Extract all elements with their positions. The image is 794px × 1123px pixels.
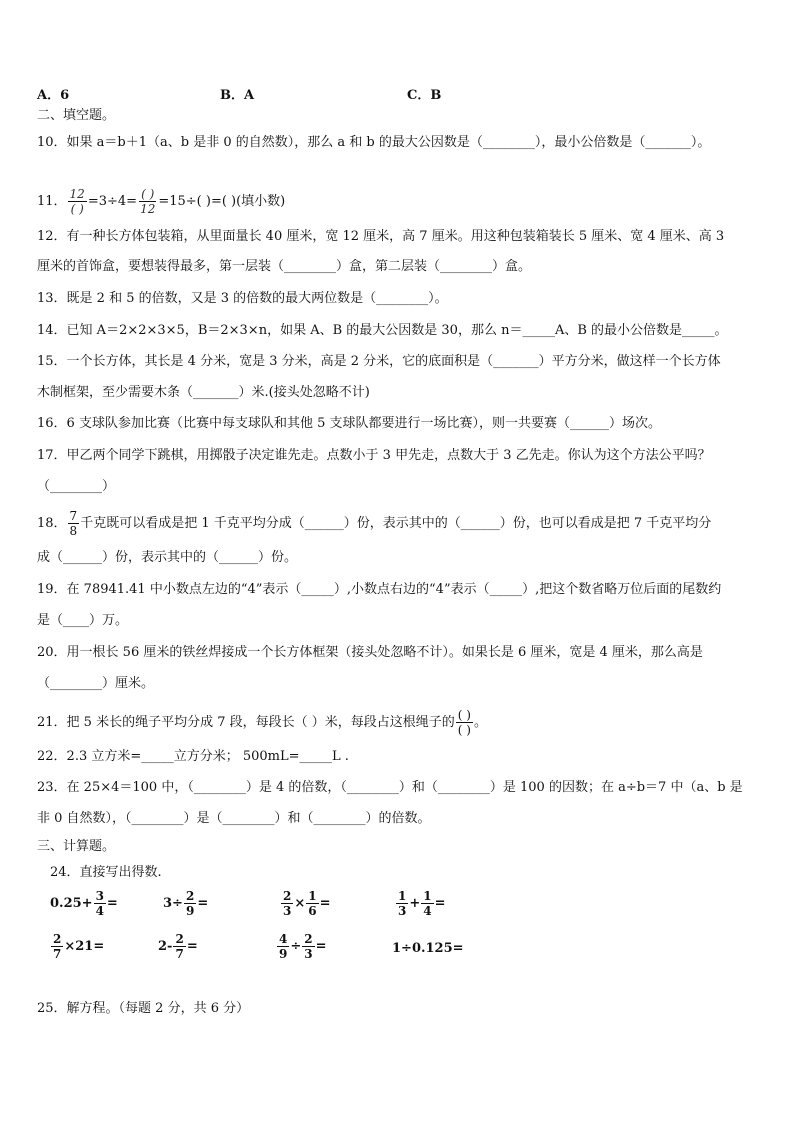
section-fill-blank-heading: 二、填空题。 <box>37 108 116 123</box>
question-17-line-1: 17．甲乙两个同学下跳棋，用掷骰子决定谁先走。点数小于 3 甲先走，点数大于 3 乙先走。你认为这个方法公平吗？ <box>37 448 711 463</box>
calc1-den: 4 <box>95 904 104 918</box>
calc1-pre: 0.25+ <box>50 896 93 911</box>
q11-frac1-den: ( ) <box>70 202 84 216</box>
calc6-pre: 2- <box>158 939 173 954</box>
calc3-den2: 6 <box>308 904 317 918</box>
question-16: 16．6 支球队参加比赛（比赛中每支球队和其他 5 支球队都要进行一场比赛），则一共要赛（______）场次。 <box>37 416 661 431</box>
calc-item-8: 1÷0.125= <box>392 941 464 956</box>
calc5-fraction <box>51 932 63 961</box>
question-13: 13．既是 2 和 5 的倍数，又是 3 的倍数的最大两位数是（________）。 <box>37 291 448 306</box>
calc2-post: = <box>197 896 209 911</box>
calc7-den2: 3 <box>304 947 313 961</box>
question-12-line-1: 12．有一种长方体包装箱，从里面量长 40 厘米，宽 12 厘米，高 7 厘米。用这种包装箱装长 5 厘米、宽 4 厘米、高 3 <box>37 229 725 244</box>
calc3-fraction-1 <box>281 889 293 918</box>
question-20-line-1: 20．用一根长 56 厘米的铁丝焊接成一个长方体框架（接头处忽略不计）。如果长是 6 厘米，宽是 4 厘米，那么高是 <box>37 645 703 660</box>
q18-frac-num: 7 <box>69 509 78 523</box>
calc-item-4 <box>395 889 446 918</box>
q21-text: 21．把 5 米长的绳子平均分成 7 段，每段长（ ）米，每段占这根绳子的 <box>37 715 455 730</box>
q11-mid: =3÷4= <box>87 194 138 209</box>
calc3-num2: 1 <box>308 889 317 903</box>
calc2-den: 9 <box>185 904 195 918</box>
calc4-den1: 3 <box>398 904 407 918</box>
question-14: 14．已知 A＝2×2×3×5，B＝2×3×n，如果 A、B 的最大公因数是 30，那么 n＝_____A、B 的最小公倍数是_____。 <box>37 323 728 338</box>
calc2-pre: 3÷ <box>163 896 183 911</box>
calc7-post: = <box>315 939 327 954</box>
calc3-fraction-2 <box>306 889 318 918</box>
q11-fraction-1 <box>68 187 87 216</box>
q18-frac-den: 8 <box>69 524 78 538</box>
calc7-fraction-1 <box>277 932 289 961</box>
q11-frac2-den: 12 <box>140 202 156 216</box>
q11-frac1-num: 12 <box>69 187 85 201</box>
choice-b: B．A <box>220 88 255 103</box>
calc7-num2: 2 <box>304 932 313 946</box>
calc3-den1: 3 <box>283 904 292 918</box>
calc4-fraction-2 <box>421 889 433 918</box>
question-15-line-2: 木制框架，至少需要木条（_______）米.(接头处忽略不计) <box>37 385 370 400</box>
calc6-num: 2 <box>175 932 184 946</box>
question-17-line-2: （________） <box>37 479 116 494</box>
q21-fraction <box>456 708 473 737</box>
calc3-op: × <box>294 896 306 911</box>
calc-item-7 <box>276 932 327 961</box>
choice-a: A．6 <box>37 88 70 103</box>
q21-frac-den: ( ) <box>457 723 471 737</box>
question-10: 10．如果 a＝b＋1（a、b 是非 0 的自然数），那么 a 和 b 的最大公因数是（________），最小公倍数是（_______）。 <box>37 135 711 150</box>
calc6-fraction <box>173 932 185 961</box>
calc-item-3 <box>280 889 331 918</box>
calc4-post: = <box>434 896 446 911</box>
calc6-den: 7 <box>175 947 184 961</box>
calc5-post: ×21= <box>64 939 105 954</box>
calc3-post: = <box>319 896 331 911</box>
calc1-num: 3 <box>95 889 104 903</box>
q18-fraction <box>68 509 80 538</box>
calc2-num: 2 <box>185 889 195 903</box>
calc6-post: = <box>186 939 198 954</box>
calc-item-1 <box>50 889 118 918</box>
calc4-op: + <box>409 896 421 911</box>
question-23-line-2: 非 0 自然数），（________）是（________）和（________）的倍数。 <box>37 811 431 826</box>
question-22: 22．2.3 立方米=_____立方分米； 500mL=_____L . <box>37 749 349 764</box>
question-15-line-1: 15．一个长方体，其长是 4 分米，宽是 3 分米，高是 2 分米，它的底面积是（_______）平方分米，做这样一个长方体 <box>37 354 721 369</box>
question-21 <box>37 708 764 737</box>
question-19-line-1: 19．在 78941.41 中小数点左边的“4”表示（_____）,小数点右边的“4”表示（_____）,把这个数省略万位后面的尾数约 <box>37 582 722 597</box>
calc-item-6 <box>158 932 198 961</box>
calc7-fraction-2 <box>302 932 314 961</box>
calc4-num1: 1 <box>398 889 407 903</box>
question-18-line-1 <box>37 509 764 538</box>
question-25: 25．解方程。（每题 2 分，共 6 分） <box>37 1001 250 1016</box>
calc5-num: 2 <box>53 932 62 946</box>
calc1-post: = <box>106 896 118 911</box>
calc1-fraction <box>94 889 106 918</box>
calc4-den2: 4 <box>423 904 432 918</box>
question-24: 24．直接写出得数. <box>50 865 162 880</box>
q18-number: 18． <box>37 516 67 531</box>
calc7-op: ÷ <box>290 939 302 954</box>
q11-rest: =15÷( )=( )(填小数) <box>158 194 286 209</box>
q21-frac-num: ( ) <box>457 708 471 722</box>
question-19-line-2: 是（____）万。 <box>37 613 129 628</box>
calc2-fraction <box>184 889 196 918</box>
calc7-num1: 4 <box>279 932 288 946</box>
calc4-num2: 1 <box>423 889 432 903</box>
calc5-den: 7 <box>53 947 62 961</box>
question-20-line-2: （________）厘米。 <box>37 676 155 691</box>
q18-rest: 千克既可以看成是把 1 千克平均分成（______）份，表示其中的（______）份，也可以看成是把 7 千克平均分 <box>80 516 712 531</box>
question-11 <box>37 187 764 216</box>
q21-end: 。 <box>473 715 487 730</box>
q11-frac2-num: ( ) <box>141 187 155 201</box>
choice-c: C．B <box>407 88 442 103</box>
calc4-fraction-1 <box>396 889 408 918</box>
question-23-line-1: 23．在 25×4＝100 中，（________）是 4 的倍数，（________）和（________）是 100 的因数；在 a÷b＝7 中（a、b 是 <box>37 780 743 795</box>
calc7-den1: 9 <box>279 947 288 961</box>
calc-item-5 <box>50 932 104 961</box>
q11-fraction-2 <box>138 187 157 216</box>
question-18-line-2: 成（______）份，表示其中的（______）份。 <box>37 550 298 565</box>
q11-number: 11． <box>37 194 67 209</box>
question-12-line-2: 厘米的首饰盒，要想装得最多，第一层装（________）盒，第二层装（________）盒。 <box>37 259 532 274</box>
calc3-num1: 2 <box>283 889 292 903</box>
section-calc-heading: 三、计算题。 <box>37 839 116 854</box>
calc-item-2 <box>163 889 208 918</box>
